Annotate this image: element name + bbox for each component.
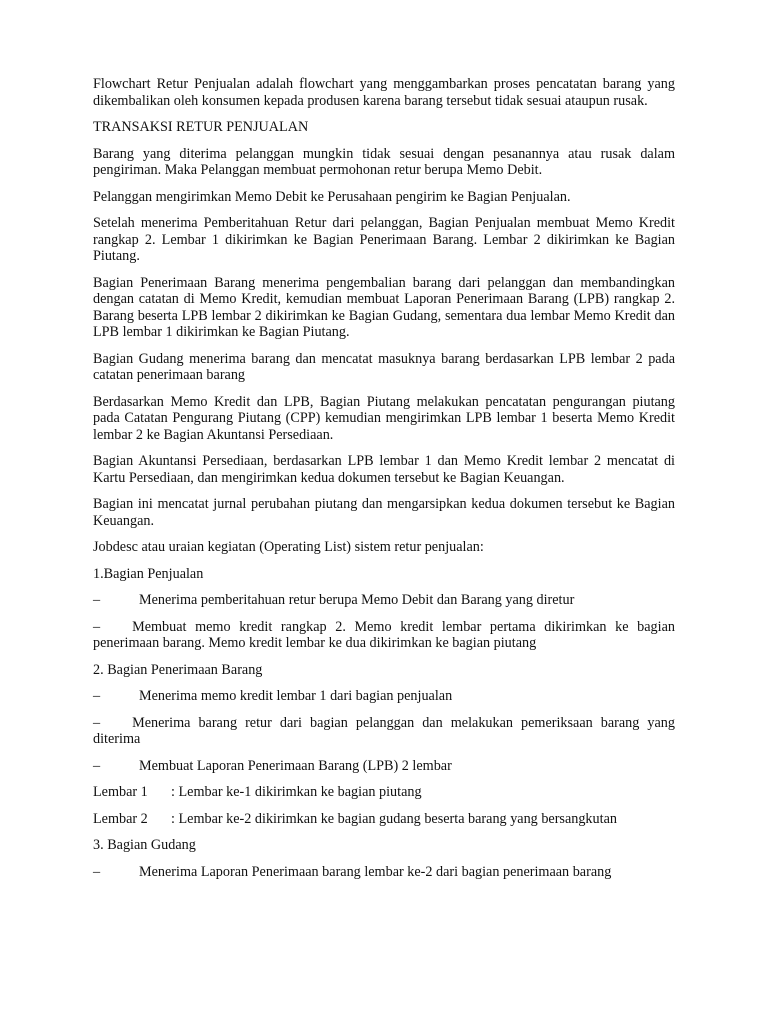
- body-paragraph: Bagian ini mencatat jurnal perubahan piutang dan mengarsipkan kedua dokumen tersebut ke Bagian Keuangan.: [93, 496, 675, 529]
- list-item: [93, 715, 675, 748]
- section-title: 2. Bagian Penerimaan Barang: [93, 661, 263, 678]
- body-paragraph: Pelanggan mengirimkan Memo Debit ke Perusahaan pengirim ke Bagian Penjualan.: [93, 188, 571, 205]
- dash-bullet: –: [93, 714, 101, 731]
- list-item-text: Menerima memo kredit lembar 1 dari bagian penjualan: [139, 688, 453, 704]
- body-paragraph: Bagian Akuntansi Persediaan, berdasarkan LPB lembar 1 dan Memo Kredit lembar 2 mencatat di Kartu Persediaan, dan mengirimkan kedua dokumen tersebut ke Bagian Keuangan.: [93, 453, 675, 486]
- list-item: [93, 864, 675, 881]
- dash-bullet: –: [93, 592, 101, 608]
- dash-bullet: –: [93, 618, 101, 635]
- section-title: 3. Bagian Gudang: [93, 837, 196, 853]
- body-paragraph: Berdasarkan Memo Kredit dan LPB, Bagian Piutang melakukan pencatatan pengurangan piutang pada Catatan Pengurang Piutang (CPP) kemudian mengirimkan LPB lembar 1 beserta Memo Kredit lembar 2 ke Bagian Akuntansi Persediaan.: [93, 393, 675, 443]
- body-paragraph: Bagian Penerimaan Barang menerima pengembalian barang dari pelanggan dan membandingkan dengan catatan di Memo Kredit, kemudian membuat Laporan Penerimaan Barang (LPB) rangkap 2. Barang beserta LPB lembar 2 dikirimkan ke Bagian Gudang, sementara dua lembar Memo Kredit dan LPB lembar 1 dikirimkan ke Bagian Piutang.: [93, 274, 675, 340]
- list-item: [93, 758, 675, 775]
- list-item-text: Menerima barang retur dari bagian pelanggan dan melakukan pemeriksaan barang yang diterima: [93, 714, 675, 747]
- list-item-text: Menerima pemberitahuan retur berupa Memo Debit dan Barang yang diretur: [139, 592, 575, 608]
- sheet-text: : Lembar ke-1 dikirimkan ke bagian piutang: [171, 784, 422, 800]
- list-item: [93, 688, 675, 705]
- sheet-row: [93, 784, 675, 801]
- jobdesc-heading: Jobdesc atau uraian kegiatan (Operating List) sistem retur penjualan:: [93, 539, 484, 555]
- body-paragraph: Bagian Gudang menerima barang dan mencatat masuknya barang berdasarkan LPB lembar 2 pada catatan penerimaan barang: [93, 350, 675, 383]
- body-paragraph: Setelah menerima Pemberitahuan Retur dari pelanggan, Bagian Penjualan membuat Memo Kredit rangkap 2. Lembar 1 dikirimkan ke Bagian Penerimaan Barang. Lembar 2 dikirimkan ke Bagian Piutang.: [93, 215, 675, 264]
- section-title: 1.Bagian Penjualan: [93, 565, 204, 582]
- list-item-text: Membuat memo kredit rangkap 2. Memo kredit lembar pertama dikirimkan ke bagian penerimaan barang. Memo kredit lembar ke dua dikirimkan ke bagian piutang: [93, 618, 675, 651]
- sheet-text: : Lembar ke-2 dikirimkan ke bagian gudang beserta barang yang bersangkutan: [171, 810, 617, 827]
- sheet-label: Lembar 2: [93, 810, 148, 827]
- sheet-label: Lembar 1: [93, 784, 148, 800]
- section-heading: TRANSAKSI RETUR PENJUALAN: [93, 119, 309, 135]
- intro-paragraph: Flowchart Retur Penjualan adalah flowchart yang menggambarkan proses pencatatan barang yang dikembalikan oleh konsumen kepada produsen karena barang tersebut tidak sesuai ataupun rusak.: [93, 76, 675, 109]
- dash-bullet: –: [93, 688, 101, 704]
- sheet-row: [93, 811, 675, 828]
- list-item-text: Menerima Laporan Penerimaan barang lembar ke-2 dari bagian penerimaan barang: [139, 863, 612, 880]
- list-item: [93, 619, 675, 652]
- list-item-text: Membuat Laporan Penerimaan Barang (LPB) 2 lembar: [139, 757, 452, 774]
- dash-bullet: –: [93, 863, 101, 880]
- dash-bullet: –: [93, 757, 101, 774]
- list-item: [93, 592, 675, 609]
- body-paragraph: Barang yang diterima pelanggan mungkin tidak sesuai dengan pesanannya atau rusak dalam pengiriman. Maka Pelanggan membuat permohonan retur berupa Memo Debit.: [93, 145, 675, 178]
